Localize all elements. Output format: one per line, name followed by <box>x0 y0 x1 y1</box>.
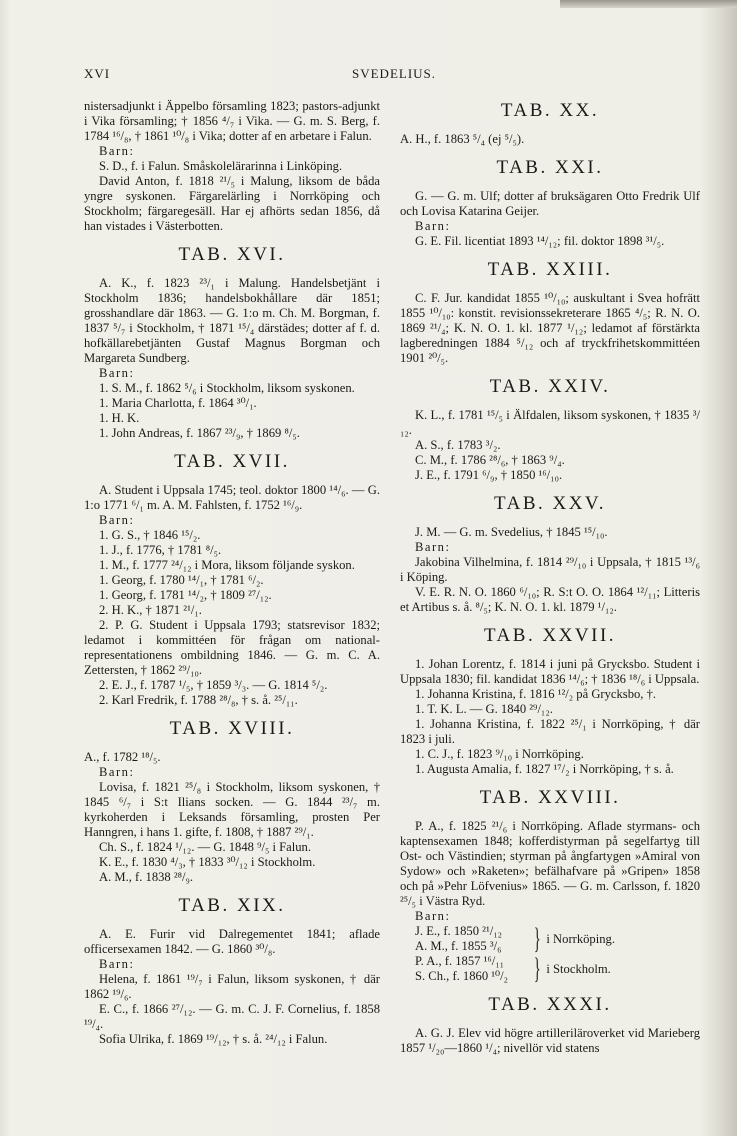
paragraph: C. F. Jur. kandidat 1855 ¹⁰/₁₀; auskultant i Svea hofrätt 1855 ¹⁰/₁₀: konstit. revisionssekreterare 1865 ⁴/₅; R. N. O. 1869 ²¹/₄; K. N. O. 1. kl. 1877 ¹/₁₂; ledamot af förstärkta lagberedningen 1884 ⁵/₁₂ och af tryckfrihetskommittéen 1901 ²⁰/₅. <box>400 291 700 365</box>
barn-label: Barn: <box>415 909 451 923</box>
entry: A. M., f. 1855 ³/₆ <box>415 939 502 953</box>
entry: 1. Johanna Kristina, f. 1822 ²⁵/₁ i Norrköping, † där 1823 i juli. <box>400 717 700 746</box>
entry: 1. Maria Charlotta, f. 1864 ³⁰/₁. <box>99 396 257 410</box>
entry: P. A., f. 1857 ¹⁶/₁₁ <box>415 954 505 968</box>
entry: A. S., f. 1783 ³/₂. <box>415 438 501 452</box>
entry: 1. H. K. <box>99 411 140 425</box>
table-heading-xxiii: TAB. XXIII. <box>487 259 613 280</box>
entry: G. E. Fil. licentiat 1893 ¹⁴/₁₂; fil. doktor 1898 ³¹/₅. <box>415 234 665 248</box>
table-heading-xvi: TAB. XVI. <box>178 244 286 265</box>
table-heading-xxviii: TAB. XXVIII. <box>479 787 621 808</box>
entry: 1. Georg, f. 1780 ¹⁴/₁, † 1781 ⁶/₂. <box>99 573 264 587</box>
entry: S. D., f. i Falun. Småskolelärarinna i Linköping. <box>99 159 343 173</box>
entry: Sofia Ulrika, f. 1869 ¹⁹/₁₂, † s. å. ²⁴/₁₂ i Falun. <box>99 1032 328 1046</box>
table-heading-xvii: TAB. XVII. <box>174 451 290 472</box>
entry: K. L., f. 1781 ¹⁵/₅ i Älfdalen, liksom syskonen, † 1835 ³/₁₂. <box>400 408 700 437</box>
entry: 1. G. S., † 1846 ¹⁵/₂. <box>99 528 201 542</box>
brace-group-stockholm <box>400 954 700 984</box>
paragraph: nistersadjunkt i Äppelbo församling 1823; pastors-adjunkt i Vika församling; † 1856 ⁴/₇ i Vika. — G. m. S. Berg, f. 1784 ¹⁶/₈, † 1861 ¹⁰/₈ i Vika; dotter af en arbetare i Falun. <box>84 99 380 143</box>
entry: J. E., f. 1791 ⁶/₉, † 1850 ¹⁶/₁₀. <box>415 468 563 482</box>
running-title: SVEDELIUS. <box>352 66 437 81</box>
table-heading-xxi: TAB. XXI. <box>496 157 604 178</box>
entry: S. Ch., f. 1860 ¹⁰/₂ <box>415 969 508 983</box>
table-heading-xxv: TAB. XXV. <box>494 493 606 514</box>
entry: 2. H. K., † 1871 ²¹/₁. <box>99 603 202 617</box>
paragraph: G. — G. m. Ulf; dotter af bruksägaren Otto Fredrik Ulf och Lovisa Katarina Geijer. <box>400 189 700 218</box>
entry: David Anton, f. 1818 ²¹/₅ i Malung, liksom de båda yngre syskonen. Färgarelärling i Norrköping och Stockholm; färgaregesäll. Har ej afhörts sedan 1856, då han vistades i Västerbotten. <box>84 174 380 233</box>
table-heading-xix: TAB. XIX. <box>178 895 286 916</box>
entry: Lovisa, f. 1821 ²⁵/₈ i Stockholm, liksom syskonen, † 1845 ⁶/₇ i S:t Ilians socken. — G. 1844 ²³/₇ m. kyrkoherden i Leksands församling, prosten Per Hanngren, i hans 1. gifte, f. 1808, † 1887 ²⁹/₁. <box>84 780 380 839</box>
left-column <box>84 99 380 1047</box>
paragraph: A. E. Furir vid Dalregementet 1841; aflade officersexamen 1842. — G. 1860 ³⁰/₈. <box>84 927 380 956</box>
barn-label: Barn: <box>415 219 451 233</box>
table-heading-xx: TAB. XX. <box>500 100 600 121</box>
entry: C. M., f. 1786 ²⁸/₆, † 1863 ⁹/₄. <box>415 453 565 467</box>
paragraph: A. K., f. 1823 ²³/₁ i Malung. Handelsbetjänt i Stockholm 1836; handelsbokhållare där 1851; grosshandlare där 1863. — G. 1:o m. Ch. M. Borgman, f. 1837 ⁵/₇ i Stockholm, † 1871 ¹⁵/₄ därstädes; dotter af f. d. hofkällarebetjänten Gustaf Magnus Borgman och Margareta Sundberg. <box>84 276 380 365</box>
brace-group-norrkoping <box>400 924 700 954</box>
entry: A. M., f. 1838 ²⁸/₉. <box>99 870 194 884</box>
entry: K. E., f. 1830 ⁴/₃, † 1833 ³⁰/₁₂ i Stockholm. <box>99 855 316 869</box>
entry: Helena, f. 1861 ¹⁹/₇ i Falun, liksom syskonen, † där 1862 ¹⁹/₆. <box>84 972 380 1001</box>
barn-label: Barn: <box>99 144 135 158</box>
entry: 1. T. K. L. — G. 1840 ²⁹/₁₂. <box>415 702 553 716</box>
page-number: XVI <box>84 66 111 81</box>
right-column <box>400 99 700 1056</box>
paragraph: P. A., f. 1825 ²¹/₆ i Norrköping. Aflade styrmans- och kaptensexamen 1848; kofferdistyrman på segelfartyg till Ost- och Västindien; styrman på ångfartygen »Amiral von Sydow» och »Raketen»; befälhafvare på »Gripen» 1858 och på »Pehr Löfvenius» 1865. — G. m. Carlsson, f. 1820 ²⁵/₅ i Västra Ryd. <box>400 819 700 908</box>
entry: 1. Johanna Kristina, f. 1816 ¹²/₂ på Grycksbo, †. <box>415 687 657 701</box>
page-edge-shadow <box>560 0 737 8</box>
table-heading-xviii: TAB. XVIII. <box>169 718 295 739</box>
entry: 1. Augusta Amalia, f. 1827 ¹⁷/₂ i Norrköping, † s. å. <box>415 762 674 776</box>
page-header <box>84 66 704 84</box>
curly-brace-icon: } <box>533 922 541 955</box>
entry: 1. Georg, f. 1781 ¹⁴/₂, † 1809 ²⁷/₁₂. <box>99 588 272 602</box>
entry: Ch. S., f. 1824 ¹/₁₂. — G. 1848 ⁹/₅ i Falun. <box>99 840 312 854</box>
barn-label: Barn: <box>99 366 135 380</box>
paragraph: A. H., f. 1863 ⁵/₄ (ej ⁵/₅). <box>400 132 525 146</box>
entry: 1. John Andreas, f. 1867 ²³/₉, † 1869 ⁸/₅. <box>99 426 300 440</box>
entry: E. C., f. 1866 ²⁷/₁₂. — G. m. C. J. F. Cornelius, f. 1858 ¹⁹/₄. <box>84 1002 380 1031</box>
table-heading-xxxi: TAB. XXXI. <box>488 994 612 1015</box>
entry: V. E. R. N. O. 1860 ⁶/₁₀; R. S:t O. O. 1864 ¹²/₁₁; Litteris et Artibus s. å. ⁸/₅; K. N. O. 1. kl. 1879 ¹/₁₂. <box>400 585 700 614</box>
barn-label: Barn: <box>99 765 135 779</box>
table-heading-xxiv: TAB. XXIV. <box>489 376 611 397</box>
entry: 2. Karl Fredrik, f. 1788 ²⁸/₈, † s. å. ²⁵/₁₁. <box>99 693 298 707</box>
table-heading-xxvii: TAB. XXVII. <box>483 625 617 646</box>
entry: 1. C. J., f. 1823 ⁹/₁₀ i Norrköping. <box>415 747 584 761</box>
brace-label: i Norrköping. <box>546 931 615 946</box>
entry: 1. S. M., f. 1862 ⁵/₆ i Stockholm, liksom syskonen. <box>99 381 355 395</box>
entry: Jakobina Vilhelmina, f. 1814 ²⁹/₁₀ i Uppsala, † 1815 ¹³/₆ i Köping. <box>400 555 700 584</box>
entry: 2. E. J., f. 1787 ¹/₅, † 1859 ³/₃. — G. 1814 ⁵/₂. <box>99 678 328 692</box>
entry: J. E., f. 1850 ²¹/₁₂ <box>415 924 502 938</box>
entry: 2. P. G. Student i Uppsala 1793; statsrevisor 1832; ledamot i kommittéen för frågan om national-representationens ombildning 1846. — G. m. C. A. Zettersten, † 1862 ²⁹/₁₀. <box>84 618 380 677</box>
entry: 1. Johan Lorentz, f. 1814 i juni på Grycksbo. Student i Uppsala 1830; fil. kandidat 1836 ¹⁴/₆; † 1836 ¹⁸/₆ i Uppsala. <box>400 657 700 686</box>
paragraph: A. G. J. Elev vid högre artilleriläroverket vid Marieberg 1857 ¹/₂₀—1860 ¹/₄; nivellör vid statens <box>400 1026 700 1055</box>
curly-brace-icon: } <box>533 952 541 985</box>
entry: 1. J., f. 1776, † 1781 ⁸/₅. <box>99 543 222 557</box>
barn-label: Barn: <box>99 513 135 527</box>
paragraph: A., f. 1782 ¹⁸/₅. <box>84 750 161 764</box>
paragraph: J. M. — G. m. Svedelius, † 1845 ¹⁵/₁₀. <box>415 525 608 539</box>
barn-label: Barn: <box>99 957 135 971</box>
brace-label: i Stockholm. <box>546 961 611 976</box>
paragraph: A. Student i Uppsala 1745; teol. doktor 1800 ¹⁴/₆. — G. 1:o 1771 ⁶/₁ m. A. M. Fahlsten, f. 1752 ¹⁶/₉. <box>84 483 380 512</box>
barn-label: Barn: <box>415 540 451 554</box>
entry: 1. M., f. 1777 ²⁴/₁₂ i Mora, liksom följande syskon. <box>99 558 355 572</box>
